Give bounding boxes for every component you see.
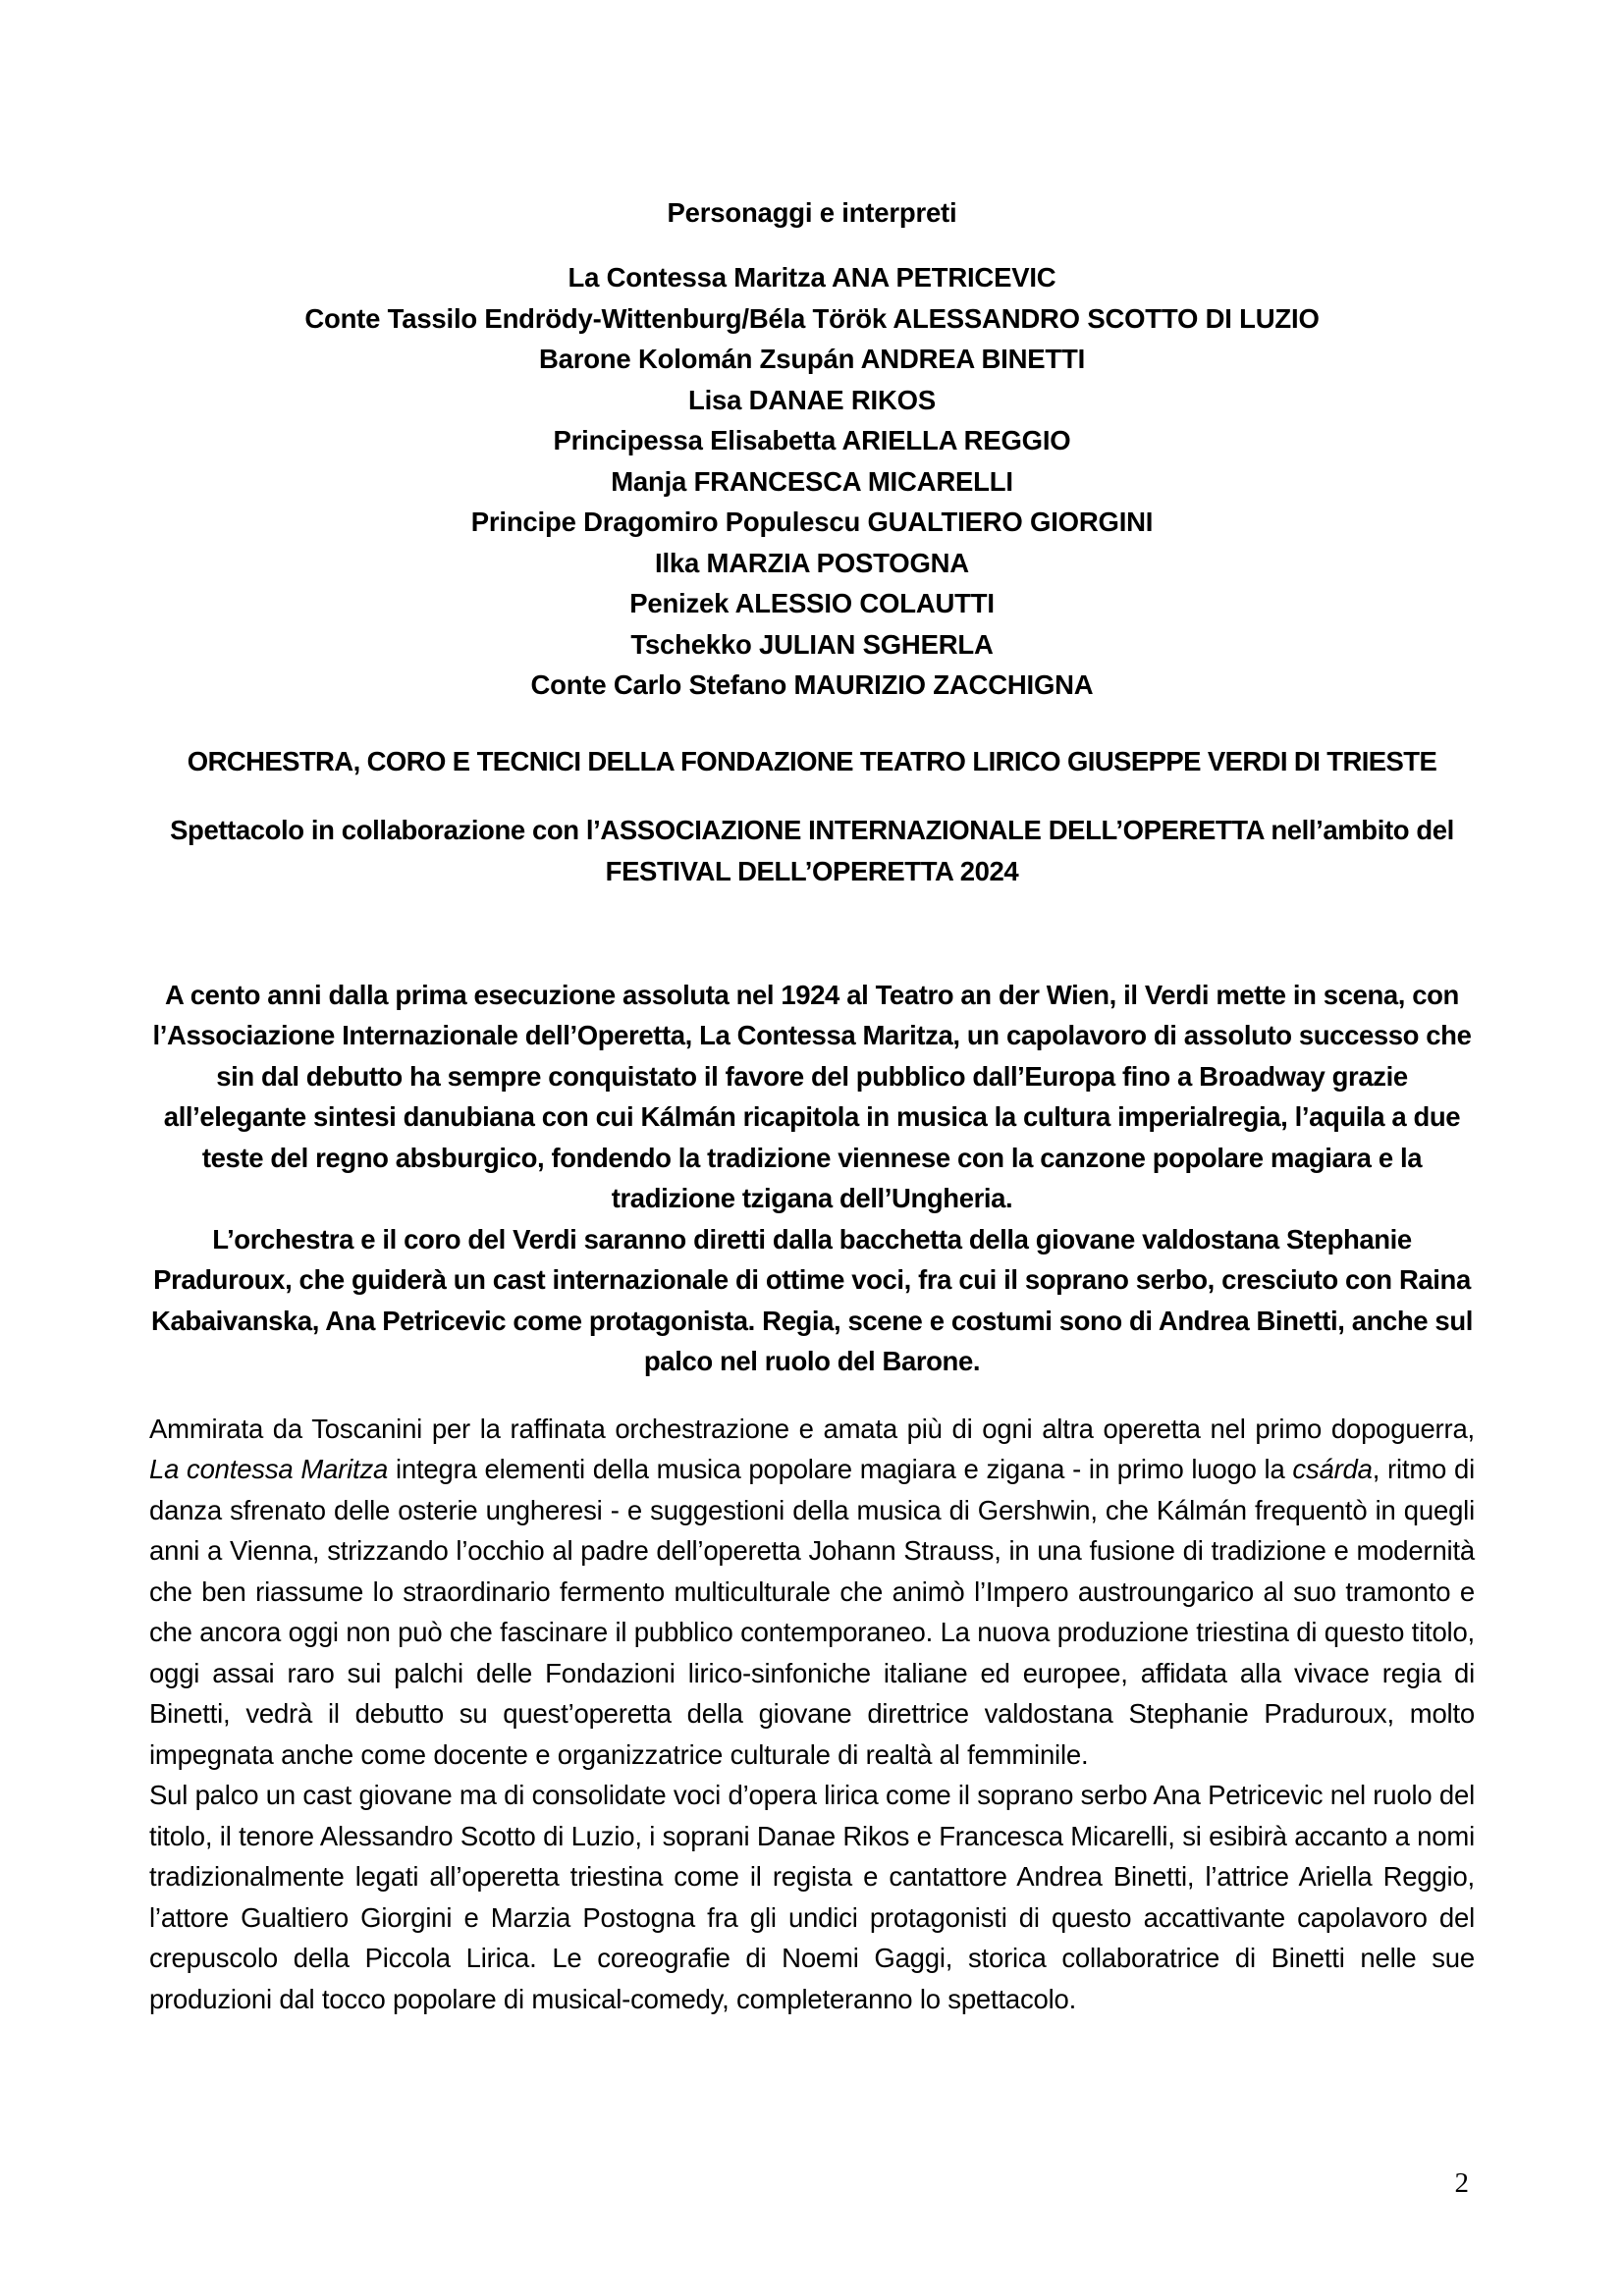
intro-paragraph-2: L’orchestra e il coro del Verdi saranno diretti dalla bacchetta della giovane valdostana Stephanie Praduroux, che guiderà un cast internazionale di ottime voci, fra cui il soprano serbo, cresciuto con Raina Kabaivanska, Ana Petricevic come protagonista. Regia, scene e costumi sono di Andrea Binetti, anche sul palco nel ruolo del Barone. [151, 1223, 1473, 1376]
body-text-run: , ritmo di danza sfrenato delle osterie ungheresi - e suggestioni della musica di Gershwin, che Kálmán frequentò in quegli anni a Vienna, strizzando l’occhio al padre dell’operetta Johann Strauss, in una fusione di tradizione e modernità che ben riassume lo straordinario fermento multiculturale che animò l’Impero austroungarico al suo tramonto e che ancora oggi non può che fascinare il pubblico contemporaneo. La nuova produzione triestina di questo titolo, oggi assai raro sui palchi delle Fondazioni lirico-sinfoniche italiane ed europee, affidata alla vivace regia di Binetti, vedrà il debutto su quest’operetta della giovane direttrice valdostana Stephanie Praduroux, molto impegnata anche come docente e organizzatrice culturale di realtà al femminile. [149, 1454, 1476, 1770]
cast-line: Barone Kolomán Zsupán ANDREA BINETTI [538, 344, 1086, 374]
body-paragraph-2: Sul palco un cast giovane ma di consolidate voci d’opera lirica come il soprano serbo Ana Petricevic nel ruolo del titolo, il tenore Alessandro Scotto di Luzio, i soprani Danae Rikos e Francesca Micarelli, si esibirà accanto a nomi tradizionalmente legati all’operetta triestina come il regista e cantattore Andrea Binetti, l’attrice Ariella Reggio, l’attore Gualtiero Giorgini e Marzia Postogna fra gli undici protagonisti di questo accattivante capolavoro del crepuscolo della Piccola Lirica. Le coreografie di Noemi Gaggi, storica collaboratrice di Binetti nelle sue produzioni dal tocco popolare di musical-comedy, completeranno lo spettacolo. [149, 1780, 1475, 2014]
cast-line: Penizek ALESSIO COLAUTTI [629, 588, 995, 618]
orchestra-credit-line: ORCHESTRA, CORO E TECNICI DELLA FONDAZIONE TEATRO LIRICO GIUSEPPE VERDI DI TRIESTE [187, 745, 1437, 776]
cast-line: Lisa DANAE RIKOS [688, 384, 936, 415]
body-text-run: integra elementi della musica popolare magiara e zigana - in primo luogo la [388, 1454, 1293, 1484]
intro-paragraph-1: A cento anni dalla prima esecuzione assoluta nel 1924 al Teatro an der Wien, il Verdi mette in scena, con l’Associazione Internazionale dell’Operetta, La Contessa Maritza, un capolavoro di assoluto successo che sin dal debutto ha sempre conquistato il favore del pubblico dall’Europa fino a Broadway grazie all’elegante sintesi danubiana con cui Kálmán ricapitola in musica la cultura imperialregia, l’aquila a due teste del regno absburgico, fondendo la tradizione viennese con la canzone popolare magiara e la tradizione tzigana dell’Ungheria. [152, 979, 1472, 1213]
body-text-run: Ammirata da Toscanini per la raffinata orchestrazione e amata più di ogni altra operetta nel primo dopoguerra, [149, 1413, 1475, 1444]
cast-line: Tschekko JULIAN SGHERLA [630, 628, 994, 660]
collaboration-line: Spettacolo in collaborazione con l’ASSOCIAZIONE INTERNAZIONALE DELL’OPERETTA nell’ambito del FESTIVAL DELL’OPERETTA 2024 [170, 814, 1454, 886]
body-text [149, 1409, 1475, 2020]
body-paragraph-1 [149, 1409, 1475, 1776]
cast-list [149, 257, 1475, 706]
cast-line: Manja FRANCESCA MICARELLI [611, 465, 1013, 497]
cast-line: Principessa Elisabetta ARIELLA REGGIO [553, 425, 1071, 455]
italic-title-run: csárda [1292, 1454, 1373, 1484]
page-number: 2 [1454, 2167, 1469, 2199]
intro-bold-block [149, 975, 1475, 1382]
cast-line: Ilka MARZIA POSTOGNA [655, 547, 969, 578]
cast-line: Conte Tassilo Endrödy-Wittenburg/Béla Török ALESSANDRO SCOTTO DI LUZIO [304, 302, 1320, 334]
cast-line: Conte Carlo Stefano MAURIZIO ZACCHIGNA [530, 669, 1094, 700]
page-title: Personaggi e interpreti [667, 197, 957, 228]
cast-line: Principe Dragomiro Populescu GUALTIERO GIORGINI [470, 507, 1154, 537]
italic-title-run: La contessa Maritza [149, 1454, 389, 1484]
cast-line: La Contessa Maritza ANA PETRICEVIC [568, 262, 1056, 293]
